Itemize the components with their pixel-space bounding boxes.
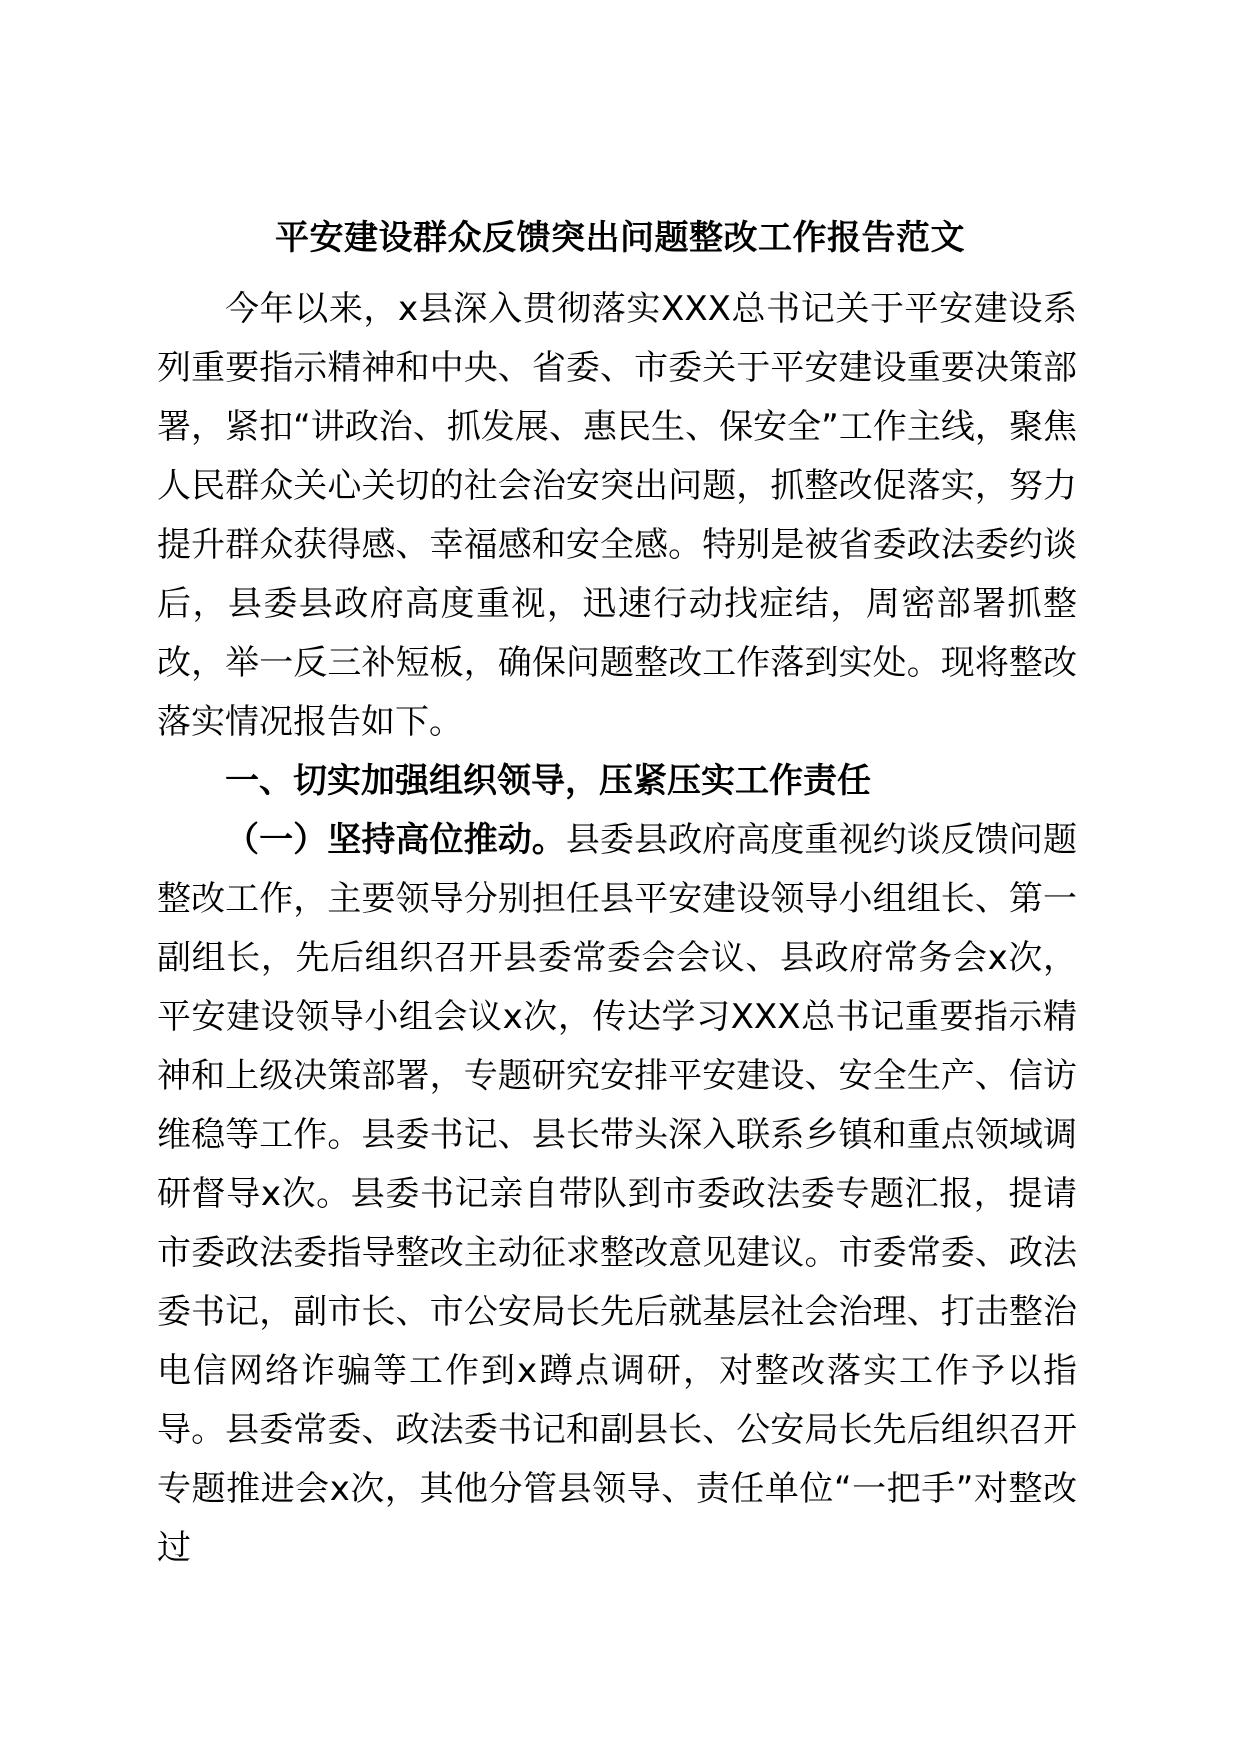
item-lead: （一）坚持高位推动。 — [225, 820, 566, 860]
document-body — [157, 280, 1077, 1578]
section-heading: 一、切实加强组织领导，压紧压实工作责任 — [225, 761, 871, 801]
section-item-paragraph — [157, 811, 1077, 1578]
document-title: 平安建设群众反馈突出问题整改工作报告范文 — [275, 218, 965, 258]
item-text: 县委县政府高度重视约谈反馈问题整改工作，主要领导分别担任县平安建设领导小组组长、第一副组长，先后组织召开县委常委会会议、县政府常务会x次，平安建设领导小组会议x次，传达学习XXX总书记重要指示精神和上级决策部署，专题研究安排平安建设、安全生产、信访维稳等工作。县委书记、县长带头深入联系乡镇和重点领域调研督导x次。县委书记亲自带队到市委政法委专题汇报，提请市委政法委指导整改主动征求整改意见建议。市委常委、政法委书记，副市长、市公安局长先后就基层社会治理、打击整治电信网络诈骗等工作到x蹲点调研，对整改落实工作予以指导。县委常委、政法委书记和副县长、公安局长先后组织召开专题推进会x次，其他分管县领导、责任单位“一把手”对整改过 — [157, 820, 1078, 1568]
intro-paragraph: 今年以来，x县深入贯彻落实XXX总书记关于平安建设系列重要指示精神和中央、省委、市委关于平安建设重要决策部署，紧扣“讲政治、抓发展、惠民生、保安全”工作主线，聚焦人民群众关心关切的社会治安突出问题，抓整改促落实，努力提升群众获得感、幸福感和安全感。特别是被省委政法委约谈后，县委县政府高度重视，迅速行动找症结，周密部署抓整改，举一反三补短板，确保问题整改工作落到实处。现将整改落实情况报告如下。 — [157, 289, 1077, 742]
